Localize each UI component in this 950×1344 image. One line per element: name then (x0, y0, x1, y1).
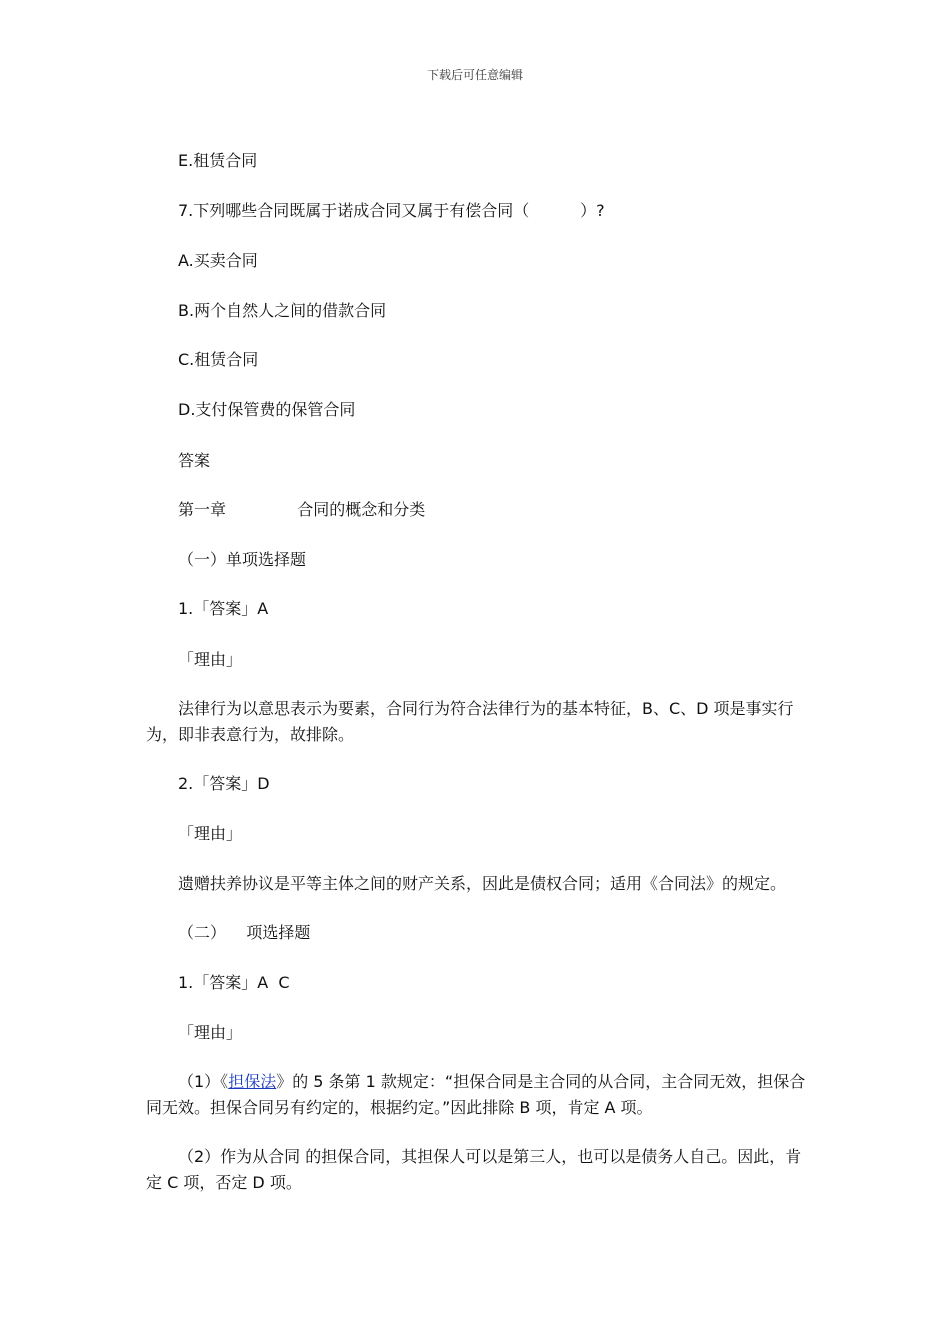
section-multiple-choice: （二） 项选择题 (178, 923, 311, 942)
reason-label: 「理由」 (178, 1023, 243, 1042)
reason-paragraph-3 (146, 1069, 810, 1121)
reason-paragraph-1: 法律行为以意思表示为要素，合同行为符合法律行为的基本特征，B、C、D 项是事实行为，即非表意行为，故排除。 (146, 699, 794, 744)
chapter-heading: 第一章 合同的概念和分类 (178, 500, 426, 519)
reason-paragraph-4: （2）作为从合同 的担保合同，其担保人可以是第三人，也可以是债务人自己。因此，肯定 C 项，否定 D 项。 (146, 1147, 802, 1192)
reason-paragraph-2: 遗赠扶养协议是平等主体之间的财产关系，因此是债权合同；适用《合同法》的规定。 (178, 874, 787, 893)
option-d: D.支付保管费的保管合同 (178, 400, 356, 419)
para-text: （1）《 (178, 1072, 229, 1091)
option-c: C.租赁合同 (178, 350, 259, 369)
option-b: B.两个自然人之间的借款合同 (178, 301, 387, 320)
law-link[interactable]: 担保法 (228, 1072, 277, 1091)
reason-label: 「理由」 (178, 824, 243, 843)
page-header: 下载后可任意编辑 (426, 68, 523, 82)
question-7: 7.下列哪些合同既属于诺成合同又属于有偿合同（ ）? (178, 201, 605, 220)
answers-heading: 答案 (178, 451, 211, 470)
reason-label: 「理由」 (178, 650, 243, 669)
answer-multi-1: 1.「答案」A C (178, 973, 290, 992)
option-e: E.租赁合同 (178, 151, 258, 170)
section-single-choice: （一）单项选择题 (178, 550, 307, 569)
answer-2: 2.「答案」D (178, 774, 270, 793)
option-a: A.买卖合同 (178, 251, 258, 270)
para-text: 》的 5 条第 1 款规定：“担保合同是主合同的从合同，主合同无效，担保合同无效。担保合同另有约定的，根据约定。”因此排除 B 项，肯定 A 项。 (146, 1072, 806, 1117)
answer-1: 1.「答案」A (178, 599, 269, 618)
